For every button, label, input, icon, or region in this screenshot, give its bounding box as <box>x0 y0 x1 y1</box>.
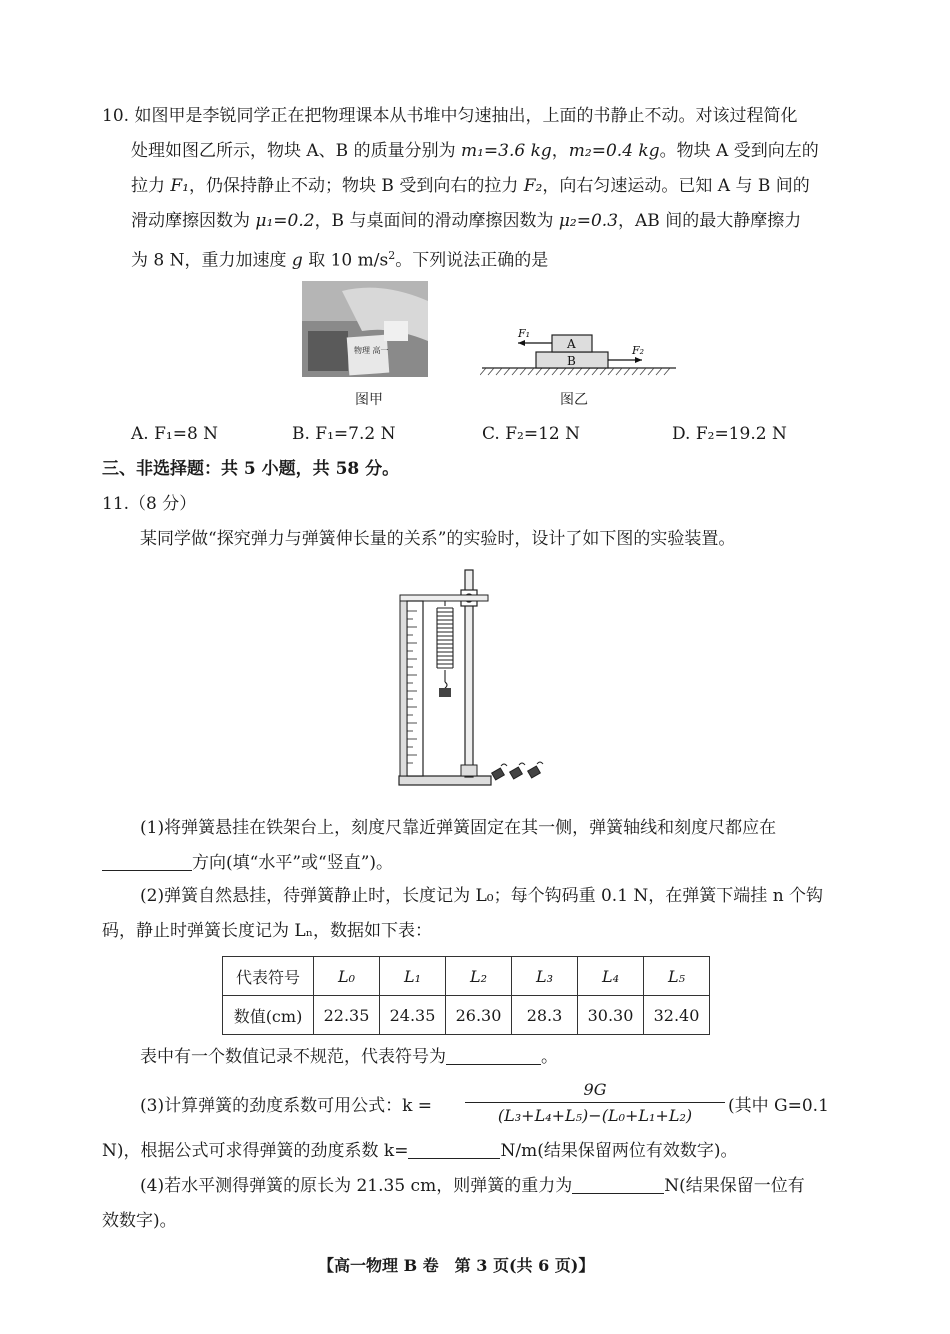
table-row <box>223 957 710 996</box>
q10-line3 <box>131 176 810 196</box>
table-cell: L₀ <box>314 957 380 996</box>
formula-numerator: 9G <box>583 1080 607 1099</box>
answer-blank-3[interactable] <box>408 1142 500 1159</box>
option-D[interactable]: D. F₂=19.2 N <box>672 424 787 444</box>
q10-line4-b: ，B 与桌面间的滑动摩擦因数为 <box>314 211 559 231</box>
q10-line5-a: 为 8 N，重力加速度 <box>131 250 292 271</box>
data-table <box>222 956 710 1035</box>
q10-m1: m₁=3.6 kg <box>460 141 552 161</box>
q11-p2-end: 。 <box>541 1047 558 1067</box>
q10-line1: 10. 如图甲是李锐同学正在把物理课本从书堆中匀速抽出，上面的书静止不动。对该过程简化 <box>102 106 798 126</box>
label-F1: F₁ <box>518 327 531 340</box>
table-cell: 24.35 <box>380 996 446 1035</box>
fraction-bar <box>465 1102 725 1103</box>
q11-p2-line2: 码，静止时弹簧长度记为 Lₙ，数据如下表： <box>102 921 433 941</box>
q10-line5 <box>131 246 548 271</box>
q11-p3-line2 <box>102 1141 737 1161</box>
table-cell: L₂ <box>446 957 512 996</box>
table-cell: 28.3 <box>512 996 578 1035</box>
q10-F1: F₁ <box>170 176 190 196</box>
q10-sep: ， <box>551 141 569 161</box>
answer-blank-1[interactable] <box>102 854 192 871</box>
q11-p4-text: (4)若水平测得弹簧的原长为 21.35 cm，则弹簧的重力为 <box>140 1176 573 1196</box>
q11-p1-line1: (1)将弹簧悬挂在铁架台上，刻度尺靠近弹簧固定在其一侧，弹簧轴线和刻度尺都应在 <box>140 818 777 838</box>
q11-p3-note: (其中 G=0.1 <box>728 1096 829 1116</box>
option-B[interactable]: B. F₁=7.2 N <box>292 424 396 444</box>
q11-p2-question: 表中有一个数值记录不规范，代表符号为 <box>140 1047 446 1067</box>
q11-heading: 11.（8 分） <box>102 494 197 514</box>
photo-book-text: 物理 高一 <box>354 346 389 355</box>
spring-apparatus-figure <box>395 566 560 791</box>
q10-mu2: μ₂=0.3 <box>558 211 619 231</box>
option-A[interactable]: A. F₁=8 N <box>131 424 219 444</box>
table-cell: 32.40 <box>644 996 710 1035</box>
q10-line4-c: ，AB 间的最大静摩擦力 <box>618 211 802 231</box>
q11-p3-text: N)，根据公式可求得弹簧的劲度系数 k= <box>102 1141 409 1161</box>
table-cell: L₄ <box>578 957 644 996</box>
label-B: B <box>567 354 576 368</box>
label-A: A <box>567 337 576 351</box>
table-cell: L₃ <box>512 957 578 996</box>
q11-p3-end: N/m(结果保留两位有效数字)。 <box>500 1141 738 1161</box>
answer-blank-4[interactable] <box>572 1177 664 1194</box>
table-cell: 30.30 <box>578 996 644 1035</box>
q10-line3-a: 拉力 <box>131 176 171 196</box>
q11-p2-line3 <box>140 1047 558 1067</box>
page-footer: 【高一物理 B 卷 第 3 页(共 6 页)】 <box>318 1256 595 1275</box>
q10-line4-a: 滑动摩擦因数为 <box>131 211 256 231</box>
q11-p4-line1 <box>140 1176 805 1196</box>
q11-p1-rest: 方向(填“水平”或“竖直”)。 <box>192 853 394 873</box>
q10-line3-c: ，向右匀速运动。已知 A 与 B 间的 <box>542 176 810 196</box>
table-header-symbol: 代表符号 <box>223 957 314 996</box>
q10-mu1: μ₁=0.2 <box>255 211 315 231</box>
table-row <box>223 996 710 1035</box>
q11-p4-line2: 效数字)。 <box>102 1211 177 1231</box>
caption-yi: 图乙 <box>560 392 588 408</box>
table-cell: 26.30 <box>446 996 512 1035</box>
table-header-value: 数值(cm) <box>223 996 314 1035</box>
q10-line4 <box>131 211 801 231</box>
q10-line2 <box>131 141 819 161</box>
q11-p2-line1: (2)弹簧自然悬挂，待弹簧静止时，长度记为 L₀；每个钩码重 0.1 N，在弹簧下端挂 n 个钩 <box>140 886 824 906</box>
q11-p3-line1: (3)计算弹簧的劲度系数可用公式：k = <box>140 1096 433 1116</box>
q10-g: g <box>291 250 303 271</box>
q11-intro: 某同学做“探究弹力与弹簧伸长量的关系”的实验时，设计了如下图的实验装置。 <box>140 529 736 549</box>
figure-jia-photo <box>302 281 428 377</box>
q10-F2: F₂ <box>523 176 543 196</box>
table-cell: L₁ <box>380 957 446 996</box>
label-F2: F₂ <box>632 344 645 357</box>
q10-m2: m₂=0.4 kg <box>568 141 660 161</box>
answer-blank-2[interactable] <box>446 1048 541 1065</box>
q10-line5-b: 取 10 m/s <box>302 250 389 271</box>
table-cell: 22.35 <box>314 996 380 1035</box>
q10-line5-c: 。下列说法正确的是 <box>395 250 549 271</box>
section-3-heading: 三、非选择题：共 5 小题，共 58 分。 <box>102 459 400 479</box>
q10-square: 2 <box>388 249 396 262</box>
figure-yi-diagram <box>480 320 680 380</box>
q10-line3-b: ，仍保持静止不动；物块 B 受到向右的拉力 <box>189 176 524 196</box>
formula-denominator: (L₃+L₄+L₅)−(L₀+L₁+L₂) <box>497 1106 693 1125</box>
option-C[interactable]: C. F₂=12 N <box>482 424 580 444</box>
table-cell: L₅ <box>644 957 710 996</box>
q10-line2-a: 处理如图乙所示，物块 A、B 的质量分别为 <box>131 141 461 161</box>
q11-p4-rest: N(结果保留一位有 <box>664 1176 805 1196</box>
q11-p1-line2 <box>102 853 393 873</box>
caption-jia: 图甲 <box>355 392 383 408</box>
q10-line2-b: 。物块 A 受到向左的 <box>659 141 819 161</box>
